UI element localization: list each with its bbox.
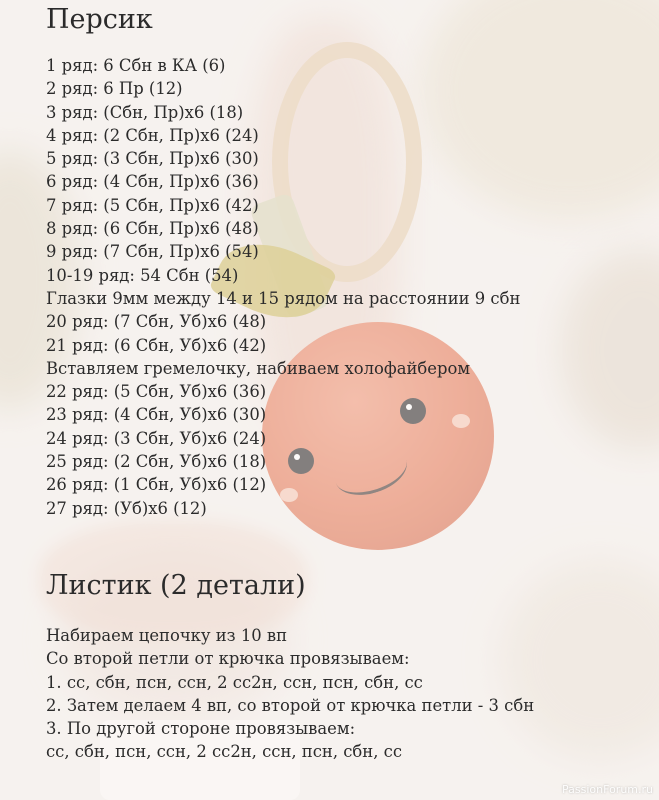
- pattern-line: 5 ряд: (3 Сбн, Пр)х6 (30): [46, 149, 259, 169]
- watermark: PassionForum.ru: [562, 783, 653, 796]
- pattern-line: Со второй петли от крючка провязываем:: [46, 649, 410, 669]
- pattern-line: 25 ряд: (2 Сбн, Уб)х6 (18): [46, 452, 267, 472]
- pattern-line: 10-19 ряд: 54 Сбн (54): [46, 265, 239, 285]
- pattern-line: сс, сбн, псн, ссн, 2 сс2н, ссн, псн, сбн, сс: [46, 742, 403, 762]
- pattern-line: 4 ряд: (2 Сбн, Пр)х6 (24): [46, 125, 259, 145]
- pattern-line: 2. Затем делаем 4 вп, со второй от крючка петли - 3 сбн: [46, 695, 535, 715]
- section-title-leaf: Листик (2 детали): [46, 570, 306, 601]
- pattern-line: 9 ряд: (7 Сбн, Пр)х6 (54): [46, 242, 259, 262]
- pattern-line: 2 ряд: 6 Пр (12): [46, 79, 183, 99]
- pattern-line: 22 ряд: (5 Сбн, Уб)х6 (36): [46, 382, 267, 402]
- section-title-peach: Персик: [46, 4, 153, 35]
- pattern-line: Набираем цепочку из 10 вп: [46, 626, 288, 645]
- pattern-line: 23 ряд: (4 Сбн, Уб)х6 (30): [46, 405, 267, 425]
- pattern-line: 1 ряд: 6 Сбн в КА (6): [46, 56, 226, 75]
- pattern-line: 20 ряд: (7 Сбн, Уб)х6 (48): [46, 312, 267, 332]
- pattern-line: 3 ряд: (Сбн, Пр)х6 (18): [46, 102, 244, 122]
- pattern-note: Глазки 9мм между 14 и 15 рядом на расстоянии 9 сбн: [46, 288, 521, 308]
- pattern-line: 21 ряд: (6 Сбн, Уб)х6 (42): [46, 335, 267, 355]
- pattern-line: 6 ряд: (4 Сбн, Пр)х6 (36): [46, 172, 259, 192]
- pattern-line: 3. По другой стороне провязываем:: [46, 719, 356, 739]
- pattern-line: 8 ряд: (6 Сбн, Пр)х6 (48): [46, 219, 259, 239]
- leaf-instructions: [46, 624, 534, 764]
- pattern-line: 7 ряд: (5 Сбн, Пр)х6 (42): [46, 195, 259, 215]
- pattern-line: 24 ряд: (3 Сбн, Уб)х6 (24): [46, 428, 267, 448]
- pattern-line: 27 ряд: (Уб)х6 (12): [46, 498, 207, 518]
- pattern-line: 26 ряд: (1 Сбн, Уб)х6 (12): [46, 475, 267, 495]
- peach-instructions: [46, 54, 520, 520]
- pattern-line: 1. сс, сбн, псн, ссн, 2 сс2н, ссн, псн, сбн, сс: [46, 672, 423, 692]
- pattern-note: Вставляем гремелочку, набиваем холофайбером: [46, 358, 471, 378]
